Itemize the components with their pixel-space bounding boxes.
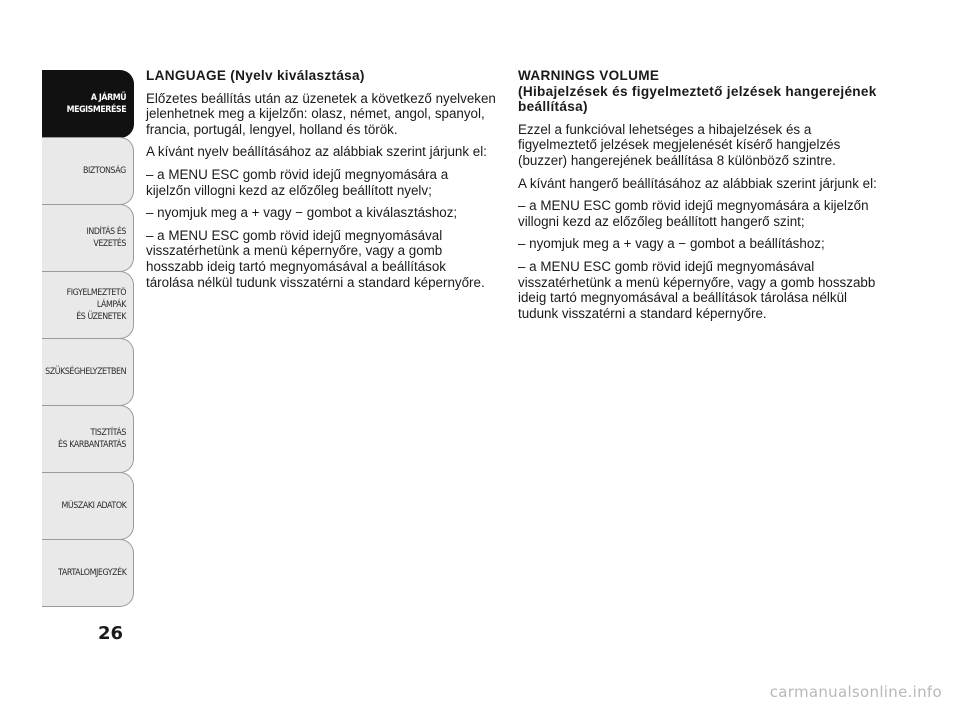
tab-label: MŰSZAKI ADATOK [61,500,126,511]
tab-a-jarmu-megismerese[interactable] [42,70,134,138]
language-section [146,64,496,297]
tab-label: TARTALOMJEGYZÉK [57,567,126,578]
paragraph: Ezzel a funkcióval lehetséges a hibajelzések és a figyelmeztető jelzések megjelenését kísérő hangjelzés (buzzer) hangerejének beállítása 8 különböző szintre. [518,121,841,168]
tab-label: INDÍTÁS ÉS VEZETÉS [86,226,126,249]
paragraph: A kívánt hangerő beállításához az alábbiak szerint járjunk el: [518,175,877,191]
tab-inditas-es-vezetes[interactable] [42,204,134,272]
tab-szukseghelyzetben[interactable] [42,338,134,406]
tab-label: A JÁRMŰ MEGISMERÉSE [66,92,126,115]
paragraph: A kívánt nyelv beállításához az alábbiak szerint járjunk el: [146,144,487,160]
tab-muszaki-adatok[interactable] [42,472,134,540]
heading-line-2: (Hibajelzések és figyelmeztető jelzések hangerejének beállítása) [518,83,877,115]
paragraph: – nyomjuk meg a + vagy − gombot a kiválasztáshoz; [146,205,458,221]
watermark: carmanualsonline.info [769,683,942,701]
tab-label: FIGYELMEZTETŐ LÁMPÁK ÉS ÜZENETEK [66,287,126,322]
paragraph: Előzetes beállítás után az üzenetek a következő nyelveken jelenhetnek meg a kijelzőn: olasz, német, angol, spanyol, francia, portugál, lengyel, holland és török. [146,90,496,137]
tab-figyelmezteto-lampak[interactable] [42,271,134,339]
section-heading: LANGUAGE (Nyelv kiválasztása) [146,68,365,83]
tab-biztonsag[interactable] [42,137,134,205]
page-number: 26 [98,623,124,644]
section-heading [518,68,878,115]
heading-line-1: WARNINGS VOLUME [518,68,660,83]
tab-label: BIZTONSÁG [83,165,126,176]
paragraph: – nyomjuk meg a + vagy a − gombot a beállításhoz; [518,236,825,252]
paragraph: – a MENU ESC gomb rövid idejű megnyomására a kijelzőn villogni kezd az előzőleg beállított hangerő szint; [518,198,869,229]
warnings-volume-section [518,64,878,328]
tab-label: SZÜKSÉGHELYZETBEN [45,366,126,377]
paragraph: – a MENU ESC gomb rövid idejű megnyomásával visszatérhetünk a menü képernyőre, vagy a gomb hosszabb ideig tartó megnyomásával a beállítások tárolása nélkül tudunk visszatérni a standard képernyőre. [146,227,485,290]
paragraph: – a MENU ESC gomb rövid idejű megnyomásával visszatérhetünk a menü képernyőre, vagy a gomb hosszabb ideig tartó megnyomásával a beállítások tárolása nélkül tudunk visszatérni a standard képernyőre. [518,258,876,321]
tab-label: TISZTÍTÁS ÉS KARBANTARTÁS [58,427,126,450]
tab-tartalomjegyzek[interactable] [42,539,134,607]
chapter-tabs [42,70,134,606]
tab-tisztitas-es-karbantartas[interactable] [42,405,134,473]
paragraph: – a MENU ESC gomb rövid idejű megnyomására a kijelzőn villogni kezd az előzőleg beállított nyelv; [146,166,449,198]
